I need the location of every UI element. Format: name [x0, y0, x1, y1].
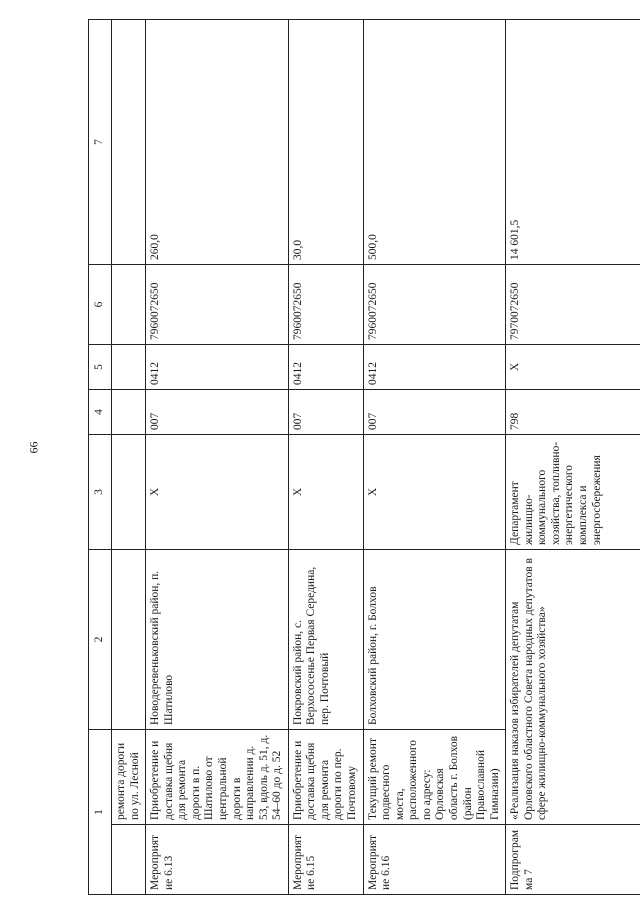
- continuation-cell: [112, 825, 146, 895]
- header-col-3: 3: [89, 435, 112, 550]
- header-row: [89, 20, 112, 895]
- location: Болховский район, г. Болхов: [363, 550, 506, 730]
- executor: Х: [146, 435, 289, 550]
- continuation-row: [112, 20, 146, 895]
- code-6: 7960072650: [363, 265, 506, 345]
- code-6: 7960072650: [146, 265, 289, 345]
- table-row: [288, 20, 363, 895]
- header-col-4: 4: [89, 390, 112, 435]
- executor: Департамент жилищно-коммунального хозяйства, топливно-энергетического комплекса и энергосбережения: [506, 435, 640, 550]
- event-description: Приобретение и доставка щебня для ремонта дороги по пер. Почтовому: [288, 730, 363, 825]
- event-number: Мероприятие 6.15: [288, 825, 363, 895]
- table-row: [506, 20, 640, 895]
- code-4: 007: [288, 390, 363, 435]
- event-description: Приобретение и доставка щебня для ремонта дороги в п. Шатилово от центральной дороги в направлении д. 53, вдоль д. 51, д. 54–60 до д. 52: [146, 730, 289, 825]
- header-col-5: 5: [89, 345, 112, 390]
- amount: 14 601,5: [506, 20, 640, 265]
- code-5: 0412: [288, 345, 363, 390]
- amount: 30,0: [288, 20, 363, 265]
- executor: Х: [288, 435, 363, 550]
- header-col-1: 1: [89, 730, 112, 895]
- table-row: [146, 20, 289, 895]
- location: Новодеревеньковский район, п. Шатилово: [146, 550, 289, 730]
- page-number: 66: [26, 441, 41, 454]
- continuation-text: ремонта дороги по ул. Лесной: [112, 730, 146, 825]
- header-col-6: 6: [89, 265, 112, 345]
- header-col-7: 7: [89, 20, 112, 265]
- subprogram-number: Подпрограмма 7: [506, 825, 640, 895]
- header-col-2: 2: [89, 550, 112, 730]
- subprogram-title: «Реализация наказов избирателей депутатам Орловского областного Совета народных депутатов в сфере жилищно-коммунального хозяйства»: [506, 550, 640, 825]
- code-5: 0412: [146, 345, 289, 390]
- code-6: 7970072650: [506, 265, 640, 345]
- code-4: 007: [146, 390, 289, 435]
- table-row: [363, 20, 506, 895]
- event-number: Мероприятие 6.16: [363, 825, 506, 895]
- executor: Х: [363, 435, 506, 550]
- amount: 500,0: [363, 20, 506, 265]
- code-4: 798: [506, 390, 640, 435]
- event-number: Мероприятие 6.13: [146, 825, 289, 895]
- code-5: Х: [506, 345, 640, 390]
- code-4: 007: [363, 390, 506, 435]
- code-6: 7960072650: [288, 265, 363, 345]
- program-table: [88, 19, 640, 895]
- event-description: Текущий ремонт подвесного моста, расположенного по адресу: Орловская область г. Болхов (район Православной Гимназии): [363, 730, 506, 825]
- code-5: 0412: [363, 345, 506, 390]
- rotated-page: [88, 20, 628, 895]
- location: Покровский район, с. Верхососенье Первая Середина, пер. Почтовый: [288, 550, 363, 730]
- amount: 260,0: [146, 20, 289, 265]
